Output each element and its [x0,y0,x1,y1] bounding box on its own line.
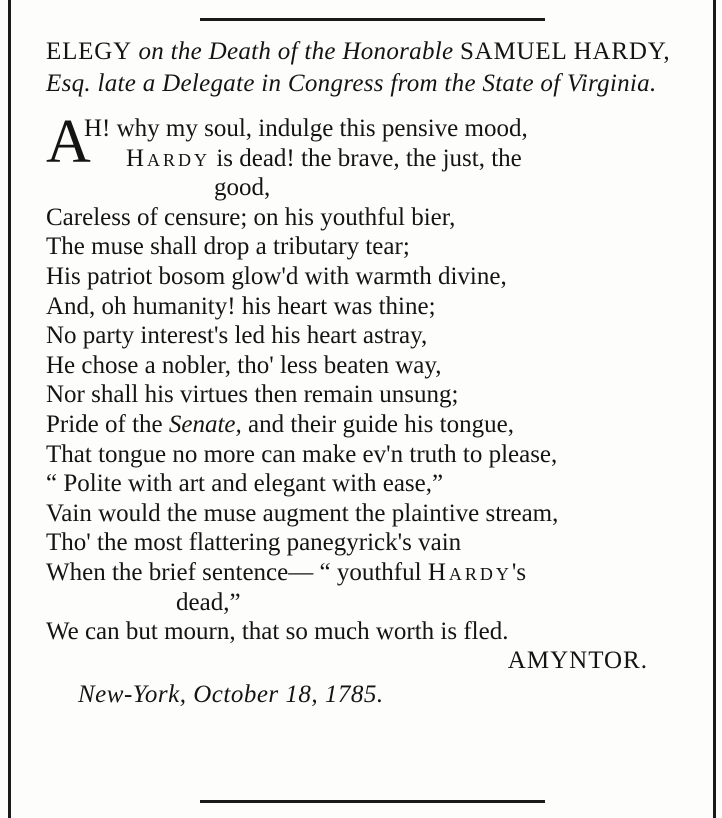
poem-line: He chose a nobler, tho' less beaten way, [46,351,442,379]
title-subject: on the Death of the Honorable [138,38,454,65]
poem-line [46,410,696,440]
poem-line [46,558,696,588]
poem-line-text: When the brief sentence— “ youthful [46,558,422,586]
drop-cap: A [46,108,91,176]
poem-opening [46,108,696,203]
name-hardy: Hardy [427,558,512,586]
poem-line: Nor shall his virtues then remain unsung; [46,381,459,409]
poem-line-text: is dead! the brave, the just, the [216,144,522,172]
poem-line: No party interest's led his heart astray, [46,322,428,350]
bottom-divider [200,800,545,803]
title-name: SAMUEL HARDY, [459,38,671,65]
top-divider [200,18,545,21]
poem-line: We can but mourn, that so much worth is fled. [46,618,509,646]
left-column-rule [8,0,11,818]
poem-line-continuation: dead,” [176,588,241,616]
poem-line-text: H! why my soul, indulge this pensive mood, [84,115,528,142]
poem-line: Tho' the most flattering panegyrick's vain [46,529,462,557]
article [46,36,696,709]
poem-line [84,144,696,174]
article-title [46,36,696,100]
word-senate: Senate, [168,410,242,438]
poem-line-text: 's [511,558,527,586]
dateline [46,681,696,709]
dateline-place: New-York, [78,680,187,708]
poem-line: “ Polite with art and elegant with ease,” [46,470,444,498]
title-elegy: ELEGY [46,38,132,65]
poem-line: That tongue no more can make ev'n truth to please, [46,440,558,468]
poem-line: Careless of censure; on his youthful bier, [46,203,456,231]
poem-line: And, oh humanity! his heart was thine; [46,292,436,320]
name-hardy: Hardy [126,144,211,172]
poem-line-text: and their guide his tongue, [248,410,514,438]
title-description: Esq. late a Delegate in Congress from the State of Virginia. [46,70,657,97]
poem-line: The muse shall drop a tributary tear; [46,233,410,261]
poem [46,108,696,647]
poem-line: His patriot bosom glow'd with warmth divine, [46,262,507,290]
poem-line [84,114,682,144]
poem-line-text: Pride of the [46,410,163,438]
right-column-rule [713,0,716,818]
poem-line: Vain would the muse augment the plaintive stream, [46,499,559,527]
signature: AMYNTOR. [507,646,648,674]
dateline-date: October 18, 1785. [193,680,384,708]
poem-line-continuation: good, [214,174,271,202]
